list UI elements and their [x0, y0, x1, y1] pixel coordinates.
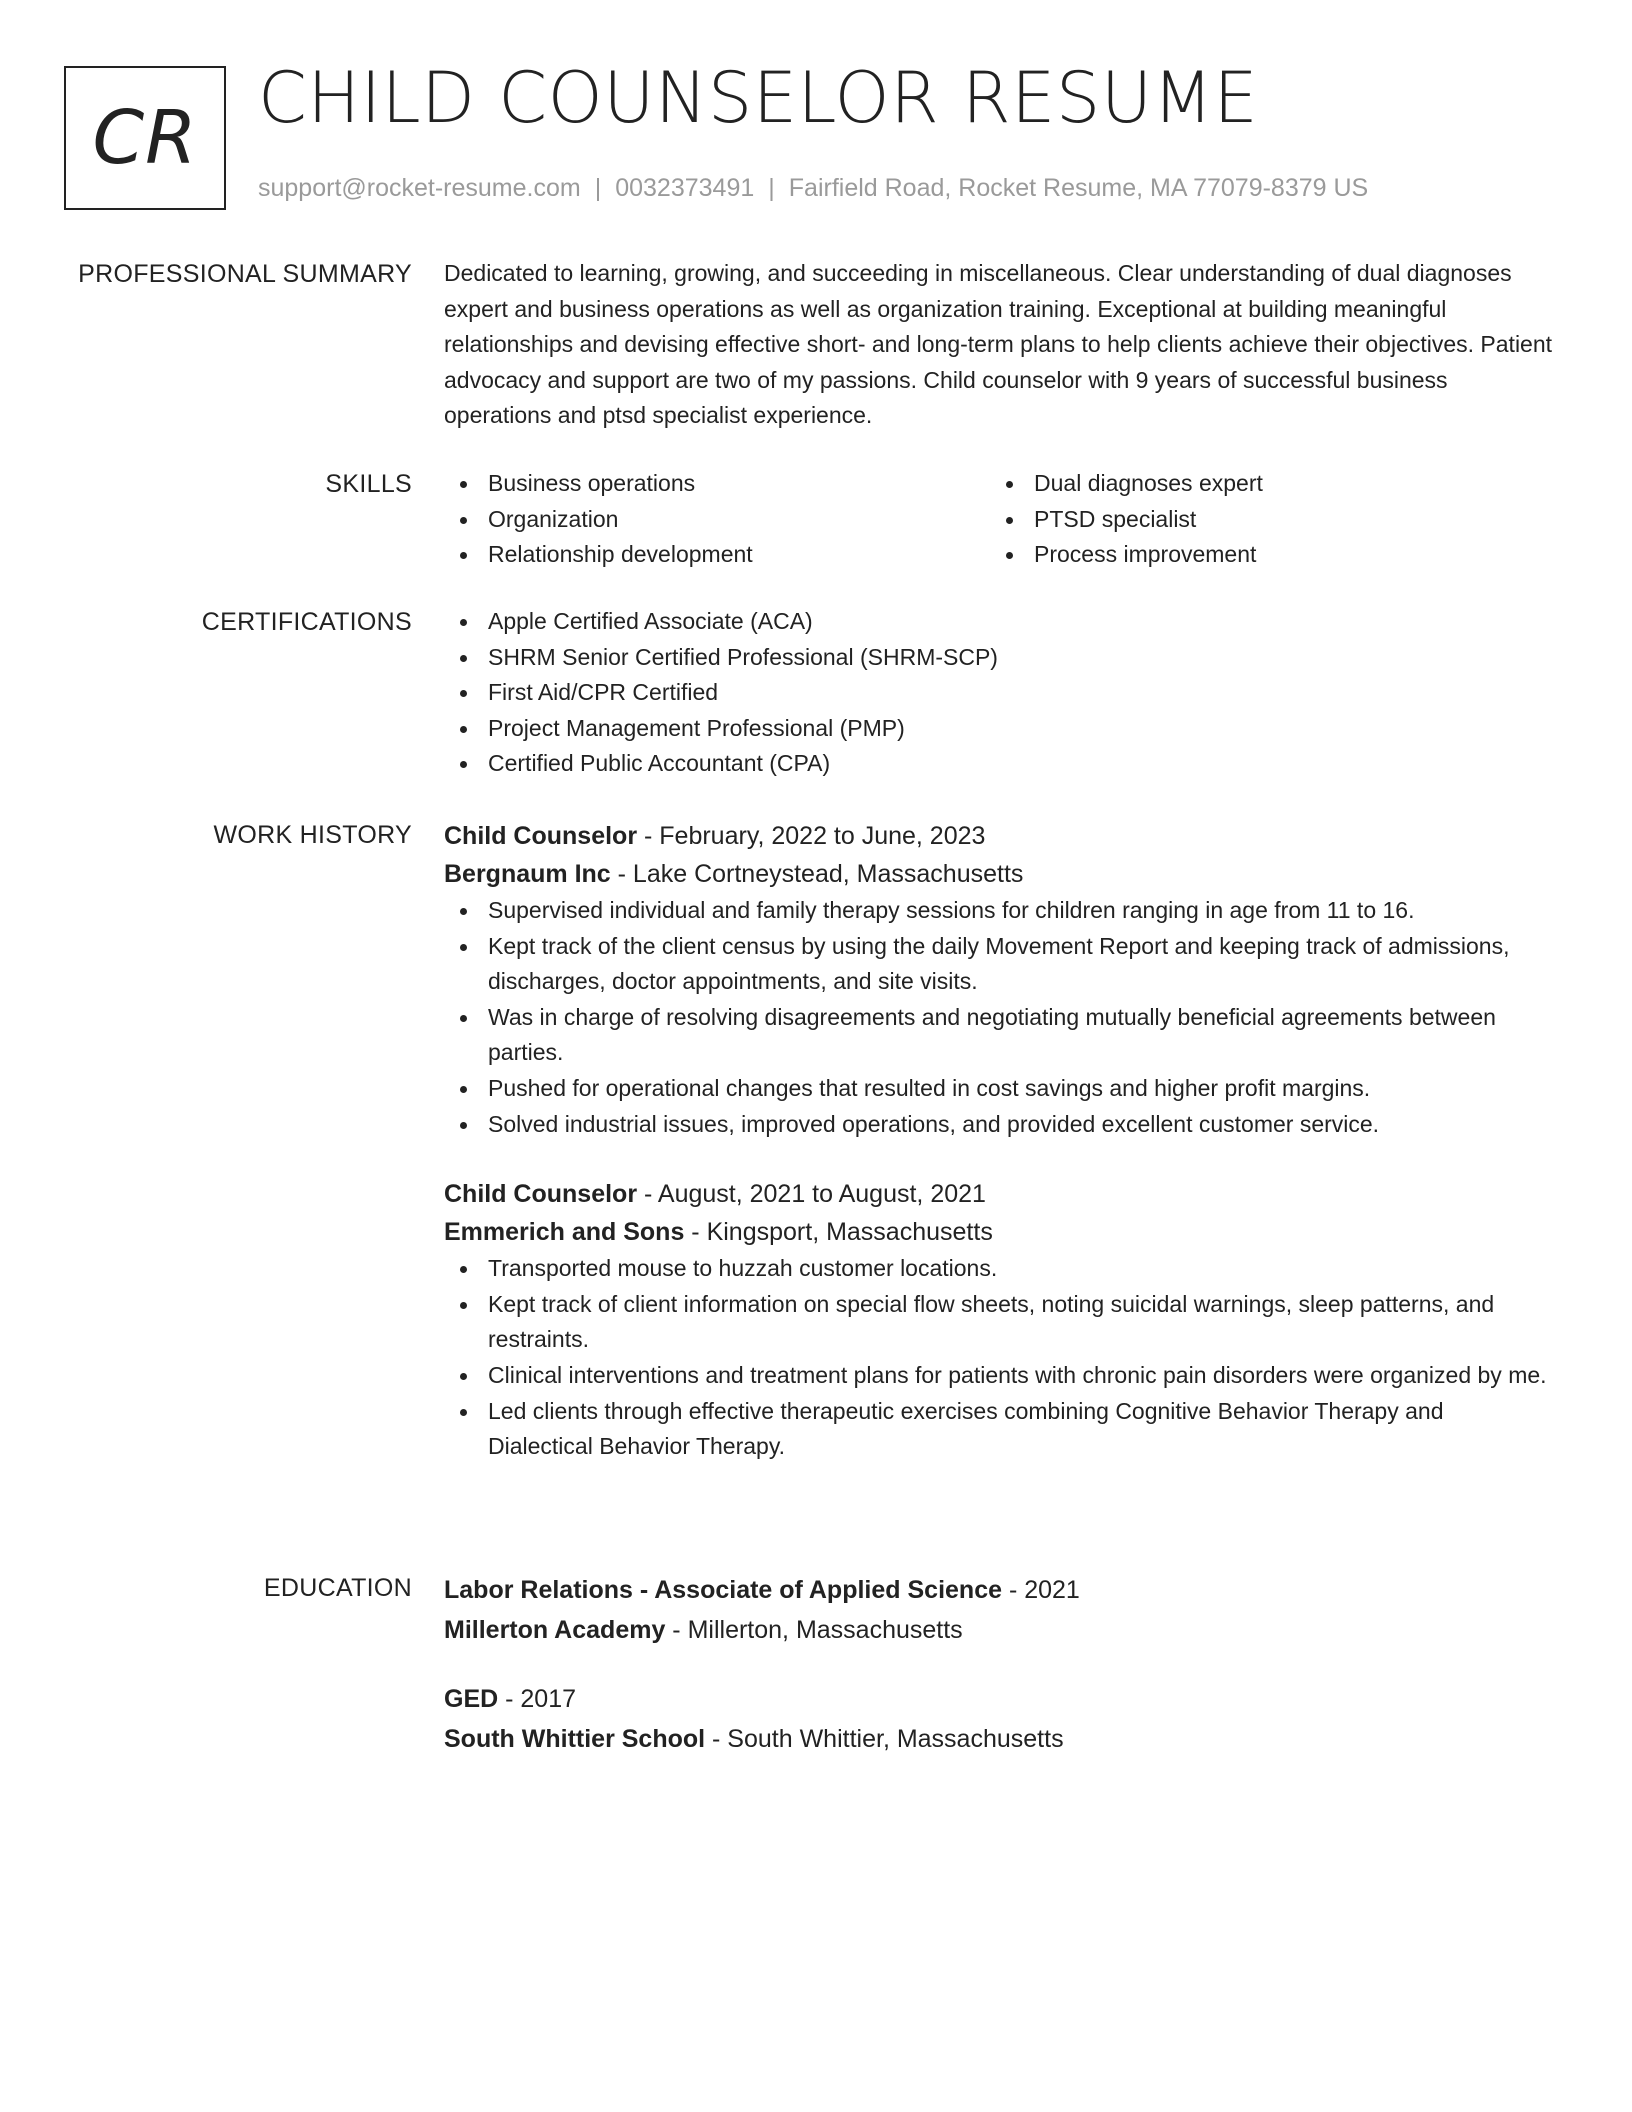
- job-company-line: [444, 1213, 1554, 1251]
- section-label-education: EDUCATION: [263, 1574, 412, 1602]
- skill-item: Relationship development: [444, 537, 990, 573]
- education-entry: [444, 1679, 1554, 1759]
- skill-item: Dual diagnoses expert: [990, 466, 1536, 502]
- skills-grid: [444, 466, 1554, 573]
- certification-item: Project Management Professional (PMP): [444, 711, 1554, 747]
- skill-item: Organization: [444, 502, 990, 538]
- skill-item: Process improvement: [990, 537, 1536, 573]
- education-school-line: [444, 1719, 1554, 1759]
- contact-address: Fairfield Road, Rocket Resume, MA 77079-8379 US: [788, 174, 1369, 202]
- skills-list-right: [990, 466, 1536, 573]
- job-title-line: [444, 1175, 1554, 1213]
- education-location: - Millerton, Massachusetts: [665, 1616, 963, 1644]
- education-location: - South Whittier, Massachusetts: [705, 1725, 1064, 1753]
- job-bullet: Pushed for operational changes that resulted in cost savings and higher profit margins.: [444, 1071, 1554, 1107]
- monogram-box: [64, 66, 226, 210]
- job-bullet: Transported mouse to huzzah customer locations.: [444, 1251, 1554, 1287]
- education-degree: GED: [444, 1685, 499, 1713]
- job-company: Bergnaum Inc: [444, 860, 611, 888]
- section-label-skills: SKILLS: [325, 470, 412, 498]
- job-bullet: Kept track of client information on special flow sheets, noting suicidal warnings, sleep patterns, and restraints.: [444, 1287, 1554, 1358]
- summary-text: Dedicated to learning, growing, and succeeding in miscellaneous. Clear understanding of dual diagnoses expert and business operations as well as organization training. Exceptional at building meaningful relationships and devising effective short- and long-term plans to help clients achieve their objectives. Patient advocacy and support are two of my passions. Child counselor with 9 years of successful business operations and ptsd specialist experience.: [444, 260, 1553, 429]
- job-location: - Lake Cortneystead, Massachusetts: [610, 860, 1024, 888]
- job-bullets: [444, 893, 1554, 1142]
- contact-phone[interactable]: 0032373491: [615, 174, 755, 202]
- education-degree-line: [444, 1679, 1554, 1719]
- skill-item: PTSD specialist: [990, 502, 1536, 538]
- education-degree-line: [444, 1570, 1554, 1610]
- job-company-line: [444, 855, 1554, 893]
- page-title: CHILD COUNSELOR RESUME: [258, 57, 1259, 139]
- job-bullet: Was in charge of resolving disagreements and negotiating mutually beneficial agreements between parties.: [444, 1000, 1554, 1071]
- certification-item: Apple Certified Associate (ACA): [444, 604, 1554, 640]
- certification-item: Certified Public Accountant (CPA): [444, 746, 1554, 782]
- job-bullet: Kept track of the client census by using the daily Movement Report and keeping track of admissions, discharges, doctor appointments, and site visits.: [444, 929, 1554, 1000]
- certification-item: First Aid/CPR Certified: [444, 675, 1554, 711]
- skills-list-left: [444, 466, 990, 573]
- work-history-body: [444, 817, 1554, 1465]
- certification-item: SHRM Senior Certified Professional (SHRM-SCP): [444, 640, 1554, 676]
- section-label-certifications: CERTIFICATIONS: [201, 608, 412, 636]
- section-label-work-history: WORK HISTORY: [213, 821, 412, 849]
- education-school-line: [444, 1610, 1554, 1650]
- job-bullets: [444, 1251, 1554, 1465]
- education-year: - 2017: [498, 1685, 577, 1713]
- education-entry: [444, 1570, 1554, 1650]
- monogram-initials: CR: [92, 95, 198, 181]
- job-bullet: Solved industrial issues, improved operations, and provided excellent customer service.: [444, 1107, 1554, 1143]
- job-entry: [444, 1175, 1554, 1465]
- job-dates: - August, 2021 to August, 2021: [637, 1180, 986, 1209]
- job-bullet: Led clients through effective therapeutic exercises combining Cognitive Behavior Therapy and Dialectical Behavior Therapy.: [444, 1394, 1554, 1465]
- skill-item: Business operations: [444, 466, 990, 502]
- certifications-body: [444, 604, 1554, 782]
- education-body: [444, 1570, 1554, 1759]
- job-bullet: Clinical interventions and treatment plans for patients with chronic pain disorders were organized by me.: [444, 1358, 1554, 1394]
- education-year: - 2021: [1002, 1576, 1080, 1604]
- section-label-summary: PROFESSIONAL SUMMARY: [78, 260, 412, 288]
- job-title-line: [444, 817, 1554, 855]
- job-title: Child Counselor: [444, 1180, 638, 1209]
- job-dates: - February, 2022 to June, 2023: [637, 822, 986, 850]
- contact-separator: |: [768, 174, 775, 202]
- job-title: Child Counselor: [444, 822, 638, 850]
- summary-body: [444, 256, 1554, 434]
- contact-email[interactable]: support@rocket-resume.com: [258, 174, 581, 202]
- contact-line: [258, 174, 1368, 203]
- job-entry: [444, 817, 1554, 1142]
- education-degree: Labor Relations - Associate of Applied Science: [444, 1576, 1002, 1604]
- job-bullet: Supervised individual and family therapy sessions for children ranging in age from 11 to 16.: [444, 893, 1554, 929]
- contact-separator: |: [594, 174, 602, 202]
- education-school: Millerton Academy: [444, 1616, 666, 1644]
- job-company: Emmerich and Sons: [444, 1218, 685, 1247]
- certifications-list: [444, 604, 1554, 782]
- education-school: South Whittier School: [444, 1725, 706, 1753]
- job-location: - Kingsport, Massachusetts: [684, 1218, 993, 1247]
